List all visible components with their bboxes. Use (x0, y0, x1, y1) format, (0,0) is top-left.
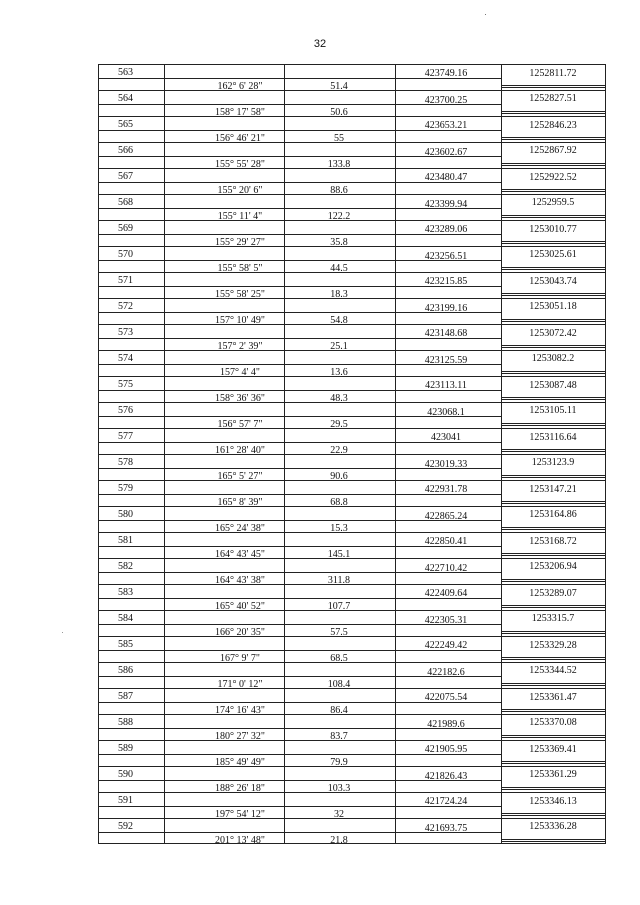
bearing-angle: 201° 13' 48" (215, 835, 265, 846)
point-number: 591 (118, 795, 133, 806)
x-coordinate: 423041 (431, 432, 461, 443)
y-coordinate: 1253344.52 (529, 665, 577, 676)
x-coordinate: 423289.06 (424, 224, 468, 235)
coordinates-table (98, 64, 606, 844)
point-number: 566 (118, 145, 133, 156)
point-number: 569 (118, 223, 133, 234)
row-divider (501, 267, 605, 268)
point-number: 579 (118, 483, 133, 494)
y-coordinate: 1253369.41 (529, 744, 577, 755)
row-divider (99, 220, 605, 221)
row-divider (501, 449, 605, 450)
row-divider (99, 168, 605, 169)
bearing-angle: 180° 27' 32" (215, 731, 265, 742)
segment-distance: 13.6 (330, 367, 348, 378)
bearing-angle: 155° 29' 27" (215, 237, 265, 248)
segment-distance: 32 (334, 809, 344, 820)
x-coordinate: 423068.1 (427, 407, 465, 418)
row-divider (501, 553, 605, 554)
row-divider (501, 111, 605, 112)
y-coordinate: 1253082.2 (531, 353, 575, 364)
row-divider (501, 633, 605, 634)
y-coordinate: 1253289.07 (529, 588, 577, 599)
row-divider (501, 295, 605, 296)
y-coordinate: 1253010.77 (529, 224, 577, 235)
point-number: 589 (118, 743, 133, 754)
row-divider (99, 818, 605, 819)
y-coordinate: 1252867.92 (529, 145, 577, 156)
row-divider (501, 501, 605, 502)
row-divider (99, 324, 605, 325)
row-divider (501, 735, 605, 736)
bearing-angle: 162° 6' 28" (217, 81, 263, 92)
row-divider (501, 321, 605, 322)
row-divider (501, 87, 605, 88)
y-coordinate: 1253361.47 (529, 692, 577, 703)
row-divider (501, 347, 605, 348)
row-divider (501, 139, 605, 140)
x-coordinate: 423148.68 (424, 328, 468, 339)
bearing-angle: 155° 58' 5" (217, 263, 263, 274)
y-coordinate: 1253051.18 (529, 301, 577, 312)
bearing-angle: 157° 4' 4" (220, 367, 260, 378)
y-coordinate: 1253361.29 (529, 769, 577, 780)
y-coordinate: 1253105.11 (529, 405, 577, 416)
row-divider (501, 685, 605, 686)
point-number: 577 (118, 431, 133, 442)
segment-distance: 90.6 (330, 471, 348, 482)
row-divider (501, 527, 605, 528)
y-coordinate: 1252811.72 (529, 68, 577, 79)
segment-distance: 44.5 (330, 263, 348, 274)
row-divider (99, 662, 605, 663)
x-coordinate: 421905.95 (424, 744, 468, 755)
x-coordinate: 422710.42 (424, 563, 468, 574)
row-divider (501, 605, 605, 606)
row-divider (501, 841, 605, 842)
segment-distance: 57.5 (330, 627, 348, 638)
y-coordinate: 1253164.86 (529, 509, 577, 520)
segment-distance: 68.5 (330, 653, 348, 664)
segment-distance: 55 (334, 133, 344, 144)
row-divider (501, 787, 605, 788)
row-divider (501, 631, 605, 632)
row-divider (501, 191, 605, 192)
row-divider (99, 584, 605, 585)
row-divider (99, 90, 605, 91)
row-divider (501, 345, 605, 346)
row-divider (501, 165, 605, 166)
x-coordinate: 423700.25 (424, 95, 468, 106)
row-divider (99, 688, 605, 689)
bearing-angle: 158° 17' 58" (215, 107, 265, 118)
row-divider (99, 142, 605, 143)
bearing-angle: 158° 36' 36" (215, 393, 265, 404)
segment-distance: 22.9 (330, 445, 348, 456)
segment-distance: 35.8 (330, 237, 348, 248)
row-divider (501, 529, 605, 530)
bearing-angle: 161° 28' 40" (215, 445, 265, 456)
y-coordinate: 1253370.08 (529, 717, 577, 728)
segment-distance: 88.6 (330, 185, 348, 196)
row-divider (501, 709, 605, 710)
point-number: 565 (118, 119, 133, 130)
row-divider (99, 246, 605, 247)
x-coordinate: 423113.11 (425, 380, 467, 391)
x-coordinate: 423215.85 (424, 276, 468, 287)
row-divider (501, 451, 605, 452)
x-coordinate: 422850.41 (424, 536, 468, 547)
y-coordinate: 1252922.52 (529, 172, 577, 183)
segment-distance: 133.8 (327, 159, 351, 170)
x-coordinate: 423602.67 (424, 147, 468, 158)
bearing-angle: 197° 54' 12" (215, 809, 265, 820)
bearing-angle: 155° 55' 28" (215, 159, 265, 170)
row-divider (501, 607, 605, 608)
point-number: 588 (118, 717, 133, 728)
row-divider (99, 194, 605, 195)
row-divider (501, 555, 605, 556)
segment-distance: 122.2 (327, 211, 351, 222)
y-coordinate: 1253072.42 (529, 328, 577, 339)
bearing-angle: 157° 2' 39" (217, 341, 263, 352)
bearing-angle: 164° 43' 38" (215, 575, 265, 586)
segment-distance: 83.7 (330, 731, 348, 742)
row-divider (501, 399, 605, 400)
y-coordinate: 1253043.74 (529, 276, 577, 287)
row-divider (501, 763, 605, 764)
row-divider (501, 373, 605, 374)
point-number: 592 (118, 821, 133, 832)
point-number: 563 (118, 67, 133, 78)
point-number: 584 (118, 613, 133, 624)
x-coordinate: 422305.31 (424, 615, 468, 626)
scan-speck (485, 14, 486, 15)
scan-speck (62, 632, 63, 633)
row-divider (501, 163, 605, 164)
segment-distance: 25.1 (330, 341, 348, 352)
row-divider (501, 657, 605, 658)
y-coordinate: 1253336.28 (529, 821, 577, 832)
row-divider (501, 503, 605, 504)
segment-distance: 79.9 (330, 757, 348, 768)
segment-distance: 54.8 (330, 315, 348, 326)
point-number: 576 (118, 405, 133, 416)
row-divider (99, 116, 605, 117)
row-divider (501, 425, 605, 426)
row-divider (99, 480, 605, 481)
row-divider (99, 350, 605, 351)
row-divider (99, 428, 605, 429)
row-divider (501, 269, 605, 270)
segment-distance: 103.3 (327, 783, 351, 794)
segment-distance: 108.4 (327, 679, 351, 690)
row-divider (501, 711, 605, 712)
x-coordinate: 423399.94 (424, 199, 468, 210)
row-divider (501, 659, 605, 660)
segment-distance: 29.5 (330, 419, 348, 430)
x-coordinate: 422249.42 (424, 640, 468, 651)
x-coordinate: 423480.47 (424, 172, 468, 183)
y-coordinate: 1253346.13 (529, 796, 577, 807)
x-coordinate: 422409.64 (424, 588, 468, 599)
bearing-angle: 155° 11' 4" (217, 211, 263, 222)
x-coordinate: 423019.33 (424, 459, 468, 470)
y-coordinate: 1253087.48 (529, 380, 577, 391)
bearing-angle: 171° 0' 12" (217, 679, 263, 690)
y-coordinate: 1253315.7 (531, 613, 575, 624)
bearing-angle: 188° 26' 18" (215, 783, 265, 794)
row-divider (99, 272, 605, 273)
row-divider (501, 815, 605, 816)
segment-distance: 68.8 (330, 497, 348, 508)
point-number: 564 (118, 93, 133, 104)
x-coordinate: 422182.6 (427, 667, 465, 678)
row-divider (99, 532, 605, 533)
bearing-angle: 165° 24' 38" (215, 523, 265, 534)
point-number: 570 (118, 249, 133, 260)
bearing-angle: 167° 9' 7" (220, 653, 260, 664)
point-number: 585 (118, 639, 133, 650)
row-divider (99, 766, 605, 767)
page-number: 32 (313, 38, 327, 50)
point-number: 578 (118, 457, 133, 468)
row-divider (99, 740, 605, 741)
row-divider (501, 761, 605, 762)
row-divider (501, 579, 605, 580)
row-divider (501, 839, 605, 840)
segment-distance: 15.3 (330, 523, 348, 534)
row-divider (501, 477, 605, 478)
point-number: 567 (118, 171, 133, 182)
row-divider (501, 319, 605, 320)
row-divider (501, 397, 605, 398)
point-number: 587 (118, 691, 133, 702)
row-divider (501, 137, 605, 138)
bearing-angle: 156° 57' 7" (217, 419, 263, 430)
y-coordinate: 1252959.5 (531, 197, 575, 208)
segment-distance: 21.8 (330, 835, 348, 846)
bearing-angle: 174° 16' 43" (215, 705, 265, 716)
x-coordinate: 421724.24 (424, 796, 468, 807)
row-divider (501, 737, 605, 738)
bearing-angle: 165° 5' 27" (217, 471, 263, 482)
row-divider (501, 85, 605, 86)
point-number: 583 (118, 587, 133, 598)
row-divider (99, 792, 605, 793)
row-divider (501, 113, 605, 114)
row-divider (501, 243, 605, 244)
x-coordinate: 422075.54 (424, 692, 468, 703)
row-divider (501, 371, 605, 372)
x-coordinate: 421989.6 (427, 719, 465, 730)
row-divider (501, 789, 605, 790)
y-coordinate: 1253168.72 (529, 536, 577, 547)
x-coordinate: 421693.75 (424, 823, 468, 834)
y-coordinate: 1253147.21 (529, 484, 577, 495)
x-coordinate: 421826.43 (424, 771, 468, 782)
row-divider (99, 714, 605, 715)
bearing-angle: 157° 10' 49" (215, 315, 265, 326)
row-divider (501, 813, 605, 814)
point-number: 590 (118, 769, 133, 780)
bearing-angle: 185° 49' 49" (215, 757, 265, 768)
y-coordinate: 1252827.51 (529, 93, 577, 104)
row-divider (99, 558, 605, 559)
segment-distance: 311.8 (327, 575, 351, 586)
segment-distance: 48.3 (330, 393, 348, 404)
point-number: 568 (118, 197, 133, 208)
row-divider (501, 215, 605, 216)
row-divider (99, 298, 605, 299)
row-divider (501, 581, 605, 582)
bearing-angle: 165° 40' 52" (215, 601, 265, 612)
point-number: 575 (118, 379, 133, 390)
bearing-angle: 165° 8' 39" (217, 497, 263, 508)
row-divider (501, 189, 605, 190)
y-coordinate: 1253116.64 (529, 432, 577, 443)
bearing-angle: 156° 46' 21" (215, 133, 265, 144)
x-coordinate: 422931.78 (424, 484, 468, 495)
row-divider (501, 683, 605, 684)
bearing-angle: 155° 58' 25" (215, 289, 265, 300)
row-divider (99, 454, 605, 455)
segment-distance: 145.1 (327, 549, 351, 560)
x-coordinate: 423199.16 (424, 303, 468, 314)
point-number: 574 (118, 353, 133, 364)
row-divider (501, 423, 605, 424)
segment-distance: 18.3 (330, 289, 348, 300)
y-coordinate: 1253123.9 (531, 457, 575, 468)
row-divider (501, 293, 605, 294)
x-coordinate: 423749.16 (424, 68, 468, 79)
point-number: 582 (118, 561, 133, 572)
segment-distance: 86.4 (330, 705, 348, 716)
x-coordinate: 422865.24 (424, 511, 468, 522)
segment-distance: 51.4 (330, 81, 348, 92)
x-coordinate: 423125.59 (424, 355, 468, 366)
bearing-angle: 155° 20' 6" (217, 185, 263, 196)
row-divider (501, 217, 605, 218)
x-coordinate: 423256.51 (424, 251, 468, 262)
point-number: 573 (118, 327, 133, 338)
bearing-angle: 164° 43' 45" (215, 549, 265, 560)
row-divider (501, 241, 605, 242)
y-coordinate: 1252846.23 (529, 120, 577, 131)
row-divider (99, 402, 605, 403)
point-number: 581 (118, 535, 133, 546)
point-number: 571 (118, 275, 133, 286)
bearing-angle: 166° 20' 35" (215, 627, 265, 638)
segment-distance: 107.7 (327, 601, 351, 612)
point-number: 586 (118, 665, 133, 676)
row-divider (99, 610, 605, 611)
row-divider (99, 506, 605, 507)
x-coordinate: 423653.21 (424, 120, 468, 131)
point-number: 572 (118, 301, 133, 312)
segment-distance: 50.6 (330, 107, 348, 118)
y-coordinate: 1253329.28 (529, 640, 577, 651)
y-coordinate: 1253025.61 (529, 249, 577, 260)
row-divider (99, 636, 605, 637)
point-number: 580 (118, 509, 133, 520)
row-divider (99, 376, 605, 377)
y-coordinate: 1253206.94 (529, 561, 577, 572)
row-divider (501, 475, 605, 476)
